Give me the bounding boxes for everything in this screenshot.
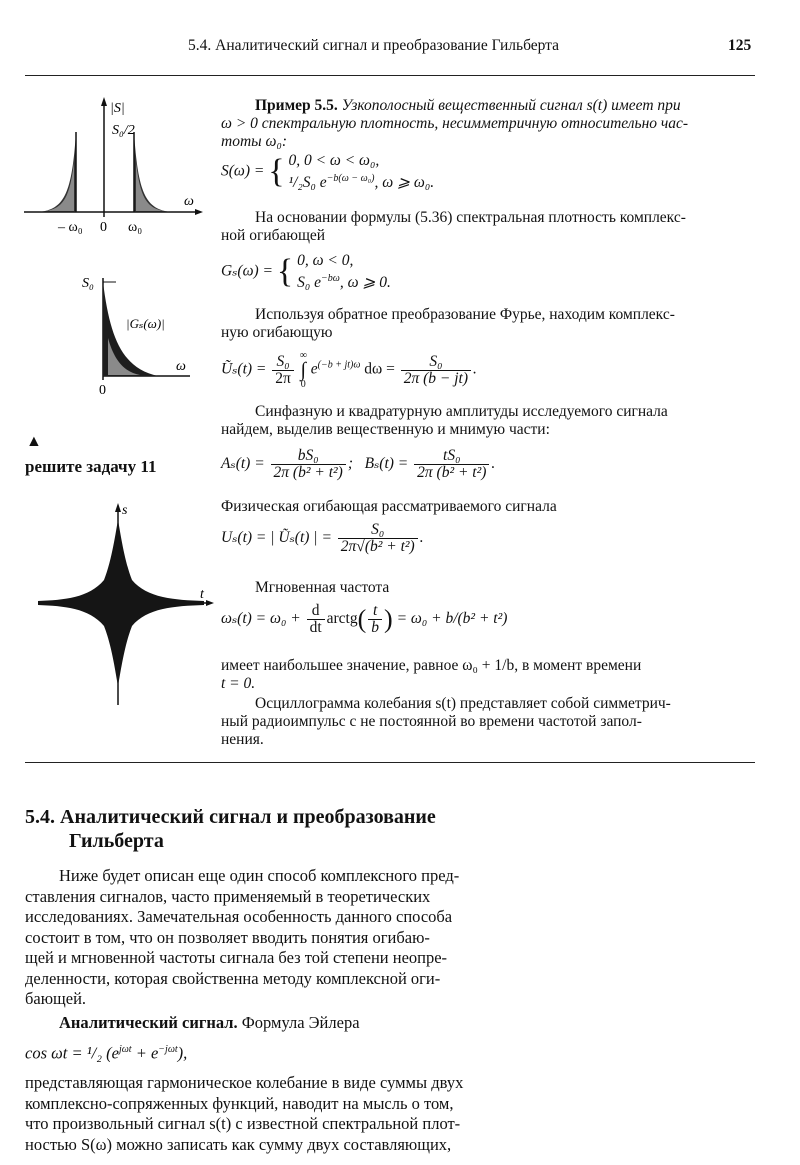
fig1-peak-label: S₀/2 <box>112 123 135 138</box>
para1-line: Ниже будет описан еще один способ комплексного пред- <box>59 866 460 885</box>
eq1-case2-cond: , ω ⩾ ω₀. <box>374 174 435 192</box>
eq6-rhs: = ω₀ + b/(b² + t²) <box>396 610 508 628</box>
paragraph-p3 <box>221 403 756 439</box>
paragraph-p2 <box>221 306 756 342</box>
eq2-cases <box>297 252 391 292</box>
eq3-integrand: e <box>310 360 318 378</box>
eq1-case2-exp: −b(ω − ω₀) <box>326 173 375 184</box>
para2-line: ностью S(ω) можно записать как сумму двух составляющих, <box>25 1134 452 1154</box>
para1-line: состоит в том, что он позволяет вводить понятия огибаю- <box>25 927 430 947</box>
p6-line1: имеет наибольшее значение, равное ω₀ + 1/b, в момент времени <box>221 657 642 674</box>
p7-line2: ный радиоимпульс с не постоянной во времени частотой запол- <box>221 713 642 730</box>
euler-main: cos ωt = ¹/₂ (e <box>25 1043 119 1063</box>
paragraph-p7 <box>221 695 756 749</box>
euler-mid: + e <box>131 1043 159 1063</box>
paragraph-p1 <box>221 209 756 245</box>
eq6-arg <box>368 603 382 636</box>
eq3-dw: dω = <box>364 360 395 378</box>
eq4-a-frac <box>271 448 346 481</box>
fig1-x-label: ω <box>184 194 194 209</box>
figure-oscillogram <box>34 500 219 710</box>
eq4-b-den: 2π (b² + t²) <box>417 464 487 481</box>
example-text-l2: ω > 0 спектральную плотность, несимметричную относительно час- <box>221 115 689 132</box>
eq5-lhs: Uₛ(t) = | Ũₛ(t) | = <box>221 529 332 547</box>
section-title <box>25 805 436 853</box>
eq3-frac <box>272 354 294 387</box>
example-paragraph <box>221 97 756 151</box>
figure-complex-envelope-spectrum <box>70 268 200 400</box>
fig3-s-arrow <box>115 503 121 512</box>
section-title-line2: Гильберта <box>69 830 164 852</box>
paragraph-p5: Мгновенная частота <box>255 579 390 596</box>
para2-line: что произвольный сигнал s(t) с известной спектральной плот- <box>25 1114 461 1133</box>
example-title: Пример 5.5. <box>255 97 338 114</box>
paragraph-p6 <box>221 657 756 693</box>
fig1-tick-zero: 0 <box>100 220 107 235</box>
example-text-l3: тоты ω₀: <box>221 133 288 150</box>
equation-spectrum <box>221 152 434 192</box>
para2-line: представляющая гармоническое колебание в виде суммы двух <box>25 1073 464 1092</box>
eq4-b-lhs: Bₛ(t) = <box>364 455 409 473</box>
p1-line1: На основании формулы (5.36) спектральная плотность комплекс- <box>255 209 686 226</box>
equation-gs <box>221 252 391 292</box>
eq3-rhs-num: S₀ <box>401 354 471 371</box>
eq4-a-num: bS₀ <box>271 448 346 465</box>
eq3-rhs-den: 2π (b − jt) <box>403 369 469 387</box>
fig3-radio-pulse <box>38 520 204 686</box>
eq6-arg-num: t <box>368 603 382 620</box>
eq1-case2: ¹/₂S₀ e <box>288 174 327 192</box>
fig1-tick-pos: ω₀ <box>128 220 143 235</box>
eq3-int-upper: ∞ <box>299 350 307 361</box>
para2-line: комплексно-сопряженных функций, наводит на мысль о том, <box>25 1093 454 1113</box>
running-header <box>0 37 800 61</box>
eq2-case2-exp: −bω <box>321 273 340 284</box>
fig1-y-label: |S| <box>110 101 125 116</box>
para1-line: исследованиях. Замечательная особенность данного способа <box>25 907 453 926</box>
para1-line: бающей. <box>25 989 87 1008</box>
eq6-deriv <box>307 603 325 636</box>
example-text-l1: Узкополосный вещественный сигнал s(t) имеет при <box>341 97 681 114</box>
fig3-t-arrow <box>206 600 214 606</box>
eq1-brace: { <box>268 153 285 191</box>
para1-line: деленности, которая свойственна методу комплексной оги- <box>25 968 441 988</box>
fig2-curve-label: |Gₛ(ω)| <box>126 316 165 331</box>
eq3-frac-den: 2π <box>275 369 291 387</box>
eq6-arctg: arctg <box>326 610 358 628</box>
euler-exp1: jωt <box>118 1044 132 1055</box>
eq5-den: 2π√(b² + t²) <box>340 538 415 555</box>
fig2-tick-zero: 0 <box>99 383 106 398</box>
eq2-case2-cond: , ω ⩾ 0. <box>339 274 391 292</box>
euler-end: ), <box>177 1043 188 1063</box>
page-number: 125 <box>728 37 752 54</box>
eq3-lhs: Ũₛ(t) = <box>221 360 267 378</box>
run-in-bold: Аналитический сигнал. <box>59 1013 238 1032</box>
fig1-y-arrow <box>101 97 107 106</box>
eq6-lhs: ωₛ(t) = ω₀ + <box>221 610 301 628</box>
p2-line1: Используя обратное преобразование Фурье, находим комплекс- <box>255 306 675 323</box>
fig3-y-label: s <box>122 503 128 518</box>
eq1-case1: 0, 0 < ω < ω₀, <box>288 152 380 169</box>
eq3-integrand-exp: (−b + jt)ω <box>317 359 361 371</box>
euler-formula <box>25 1040 555 1064</box>
eq1-lhs: S(ω) = <box>221 162 265 180</box>
eq2-case1: 0, ω < 0, <box>297 252 354 269</box>
eq4-a-lhs: Aₛ(t) = <box>221 455 265 473</box>
eq4-b-frac <box>414 448 489 481</box>
fig3-x-label: t <box>200 587 204 602</box>
eq6-arg-den: b <box>371 619 380 636</box>
eq4-a-den: 2π (b² + t²) <box>273 464 343 481</box>
p7-line1: Осциллограмма колебания s(t) представляет собой симметрич- <box>255 695 671 712</box>
eq2-lhs: Gₛ(ω) = <box>221 262 274 280</box>
p3-line1: Синфазную и квадратурную амплитуды исследуемого сигнала <box>255 403 668 420</box>
eq3-rhs-frac <box>401 354 471 387</box>
fig2-x-label: ω <box>176 359 186 374</box>
header-rule <box>25 75 755 76</box>
eq4-b-num: tS₀ <box>414 448 489 465</box>
paragraph-p4: Физическая огибающая рассматриваемого сигнала <box>221 498 557 515</box>
eq2-case2: S₀ e <box>297 274 322 292</box>
equation-physical-envelope: Uₛ(t) = | Ũₛ(t) | = $\frac{\text{S₀}}{\text{2π√(b² + t²)}}$ . <box>221 521 424 555</box>
equation-instant-frequency: ωₛ(t) = ω₀ + $\frac{d}{dt}$ arctg( $\frac{t}{b}$ ) = ω₀ + b/(b² + t²) <box>221 602 508 636</box>
run-in-heading <box>25 1013 555 1034</box>
header-title: 5.4. Аналитический сигнал и преобразование Гильберта <box>188 37 560 54</box>
p1-line2: ной огибающей <box>221 227 326 244</box>
eq2-brace: { <box>276 253 294 291</box>
eq6-d-den: dt <box>309 619 322 636</box>
para1-line: щей и мгновенной частоты сигнала без той степени неопре- <box>25 948 448 967</box>
triangle-marker-icon: ▲ <box>26 433 42 450</box>
para1-line: ставления сигналов, часто применяемый в теоретических <box>25 886 431 906</box>
figure-spectrum <box>20 92 220 242</box>
fig1-x-arrow <box>195 209 203 215</box>
fig2-y-label: S₀ <box>82 276 94 291</box>
section-title-line1: 5.4. Аналитический сигнал и преобразование <box>25 806 436 828</box>
equation-us-integral: Ũₛ(t) = $\frac{\text{S₀}}{2\pi}$ ∞ ∫ 0 $e^{(-b + jt)\omega}$ dω = $\frac{\text{S₀}}{2\pi (b - jt)}$ . <box>221 350 477 390</box>
euler-exp2: −jωt <box>158 1044 178 1055</box>
fig1-tick-neg: – ω₀ <box>58 220 83 235</box>
eq5-num: S₀ <box>338 522 418 539</box>
p6-line2: t = 0. <box>221 675 256 692</box>
eq1-cases <box>288 152 434 192</box>
p7-line3: нения. <box>221 731 264 748</box>
p2-line2: ную огибающую <box>221 324 333 341</box>
eq3-int-lower: 0 <box>300 379 306 390</box>
eq6-d-num: d <box>307 603 325 620</box>
section-paragraph-1 <box>25 866 555 1010</box>
p3-line2: найдем, выделив вещественную и мнимую части: <box>221 421 550 438</box>
run-in-rest: Формула Эйлера <box>237 1013 360 1032</box>
equation-as-bs: Aₛ(t) = $\frac{\text{bS₀}}{\text{2π (b² + t²)}}$ ; Bₛ(t) = $\frac{\text{tS₀}}{\text{2π (b² + t²)}}$ . <box>221 447 496 481</box>
eq3-frac-num: S₀ <box>272 354 294 371</box>
eq5-frac <box>338 522 418 555</box>
eq3-integral: ∞ ∫ 0 <box>299 350 307 390</box>
section-paragraph-2 <box>25 1073 555 1155</box>
side-note: решите задачу 11 <box>25 457 157 476</box>
example-end-rule <box>25 762 755 763</box>
